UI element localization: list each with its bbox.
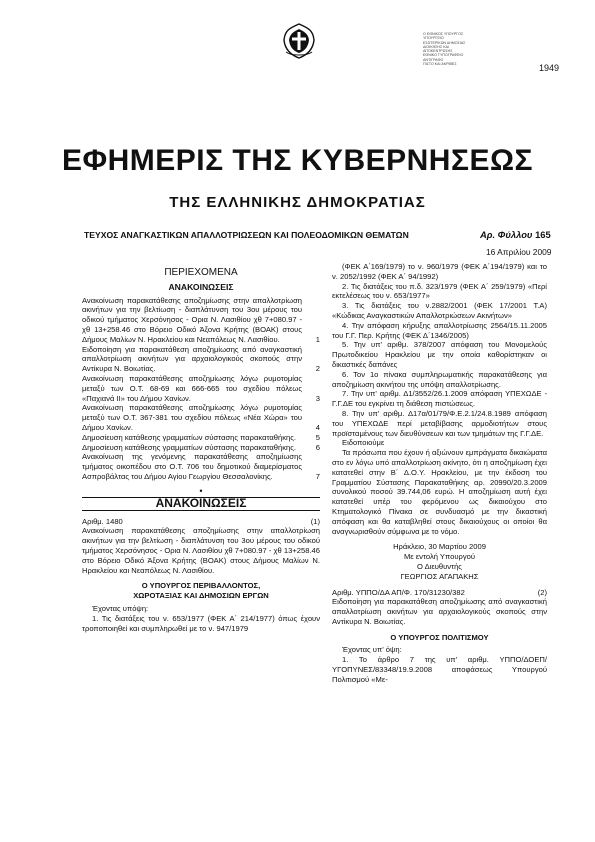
considering-label: Έχοντας υπ' όψη:: [342, 645, 402, 655]
announcement-number: Αριθμ. 1480: [82, 516, 123, 526]
stamp-line: ΕΣΩΤΕΡΙΚΩΝ ΔΗΜΟΣΙΑΣ: [423, 40, 466, 45]
announcements-heading: ΑΝΑΚΟΙΝΩΣΕΙΣ: [82, 497, 320, 511]
toc-item-text: Ειδοποίηση για παρακατάθεση αποζημίωσης από αναγκαστική απαλλοτρίωση ακινήτων για αρχαιολογικούς σκοπούς στην Αντίκυρα Ν. Βοιωτίας.: [82, 344, 302, 374]
issue-label: Αρ. Φύλλου: [480, 229, 533, 240]
body-paragraph: Τα πρόσωπα που έχουν ή αξιώνουν εμπράγματα δικαιώματα στο εν λόγω υπό απαλλοτρίωση ακίνητο, ότι η αποζημίωση έχει κατατεθεί στην Β΄ Δ.Ο.Υ. Ηρακλείου, με την έκδοση του Γραμματίου Σύστασης Παρακαταθήκης αρ. 20990/20.3.2009 συνολικού ποσού 39.744,06 ευρώ. Η αποζημίωση αυτή έχει κατατεθεί υπέρ του φερόμενου ως δικαιούχου στο Κτηματολογικό Πίνακα σε συνδυασμό με την δικαστική απόφαση και θα καταβληθεί στους δικαιούχους οι οποίοι θα αναγνωρισθούν σύμφωνα με το νόμο.: [332, 448, 547, 536]
toc-item-text: Ανακοίνωση παρακατάθεσης αποζημίωσης λόγω ρυμοτομίας μεταξύ των Ο.Τ. 367-381 του σχεδίου πόλεως «Νέα Χώρα» του Δήμου Χανίων.: [82, 403, 302, 432]
gazette-title: ΕΦΗΜΕΡΙΣ ΤΗΣ ΚΥΒΕΡΝΗΣΕΩΣ: [61, 144, 534, 177]
announcement-number-row: [332, 588, 547, 598]
issue-date: 16 Απριλίου 2009: [486, 247, 552, 257]
announcement-title: Ειδοποίηση για παρακατάθεση αποζημίωσης από αναγκαστική απαλλοτρίωση ακινήτων για αρχαιολογικούς σκοπούς στην Αντίκυρα Ν. Βοιωτίας.: [332, 597, 547, 626]
toc-subheading: ΑΝΑΚΟΙΝΩΣΕΙΣ: [168, 281, 234, 292]
body-paragraph: (ΦΕΚ Α΄169/1979) το ν. 960/1979 (ΦΕΚ Α΄194/1979) και το ν. 2052/1992 (ΦΕΚ Α΄ 94/1992): [332, 262, 547, 281]
stamp-line: ΔΙΟΙΚΗΣΗΣ ΚΑΙ: [423, 44, 450, 49]
signature-place-date: Ηράκλειο, 30 Μαρτίου 2009: [393, 542, 486, 552]
right-column: [332, 262, 547, 685]
toc-item[interactable]: [82, 374, 320, 403]
announcement-number-row: [82, 517, 320, 527]
toc-item-page: 2: [315, 364, 320, 374]
stamp-line: ΕΘΝΙΚΟ ΤΥΠΟΓΡΑΦΕΙΟ: [423, 53, 464, 58]
body-paragraph: 1. Το άρθρο 7 της υπ' αριθμ. ΥΠΠΟ/ΔΟΕΠ/ΥΓΟΠΥΝΕΣ/83348/19.9.2008 αποφάσεως Υπουργού Πολιτισμού «Με-: [332, 655, 547, 684]
signature-title: Ο Διευθυντής: [417, 561, 462, 571]
announcement-ref: (1): [310, 516, 320, 526]
toc-item-page: 1: [315, 334, 320, 344]
toc-item-text: Δημοσίευση κατάθεσης γραμματίων σύστασης παρακαταθήκης.: [82, 432, 296, 442]
issue-value: 165: [535, 229, 551, 240]
toc-item-page: 7: [315, 471, 320, 481]
announcement-title: Ανακοίνωση παρακατάθεσης αποζημίωσης στην απαλλοτρίωση ακινήτων για την βελτίωση - διαπλάτυνση του 3ου μέρους του οδικού τμήματος Χερσόνησος - Ορια Ν. Λασιθίου χθ 7+080.97 - χθ 13+258.46 στο Βόρειο Οδικό Άξονα Κρήτης (ΒΟΑΚ) στους Δήμους Μαλίων Ν. Ηρακλείου και Νεαπόλεως Ν. Λασιθίου.: [82, 526, 320, 575]
authority-line: Ο ΥΠΟΥΡΓΟΣ ΠΕΡΙΒΑΛΛΟΝΤΟΣ,: [141, 581, 261, 591]
body-paragraph: 7. Την υπ' αριθμ. Δ1/3552/26.1.2009 απόφαση ΥΠΕΧΩΔΕ - Γ.Γ.ΔΕ του εγκρίνει τη διάθεση πιστώσεως.: [332, 389, 547, 409]
body-paragraph: 2. Τις διατάξεις του π.δ. 323/1979 (ΦΕΚ Α΄ 259/1979) «Περί εκτελέσεως του ν. 653/1977»: [332, 281, 547, 301]
left-column: [82, 262, 320, 633]
body-paragraph: 3. Τις διατάξεις του ν.2882/2001 (ΦΕΚ 17/2001 Τ.Α) «Κώδικας Αναγκαστικών Απαλλοτριώσεων Ακινήτων»: [332, 301, 547, 320]
issue-number: [480, 229, 551, 240]
signature-name: ΓΕΩΡΓΙΟΣ ΑΓΑΠΑΚΗΣ: [400, 571, 479, 581]
toc-item[interactable]: [82, 403, 320, 432]
coat-of-arms-emblem: [281, 22, 317, 60]
toc-item-text: Ανακοίνωση της γενόμενης παρακατάθεσης αποζημίωσης τμήματος οικοπέδου στο Ο.Τ. 706 του δημοτικού διαμερίσματος Ασπροβάλτας του Δήμου Αγίου Γεωργίου Θεσσαλονίκης.: [82, 452, 302, 481]
announcement-number: Αριθμ. ΥΠΠΟ/ΔΑ ΑΠ/Φ. 170/31230/382: [332, 587, 465, 597]
toc-heading: ΠΕΡΙΕΧΟΜΕΝΑ: [164, 267, 238, 278]
announcement-ref: (2): [537, 587, 547, 597]
toc-item-page: 6: [315, 442, 320, 452]
authority-line: ΧΩΡΟΤΑΞΙΑΣ ΚΑΙ ΔΗΜΟΣΙΩΝ ΕΡΓΩΝ: [133, 591, 269, 601]
toc-item[interactable]: [82, 345, 320, 374]
section-separator-dot: •: [199, 485, 203, 496]
toc-item-text: Δημοσίευση κατάθεσης γραμματίων σύστασης παρακαταθήκης.: [82, 442, 296, 452]
body-paragraph: 4. Την απόφαση κήρυξης απαλλοτρίωσης 2564/15.11.2005 του Γ.Γ. Περ. Κρήτης (ΦΕΚ Δ΄1346/2005): [332, 320, 547, 340]
stamp-line: ΑΠΟΚΕΝΤΡΩΣΗΣ: [423, 49, 453, 54]
gazette-subtitle: ΤΗΣ ΕΛΛΗΝΙΚΗΣ ΔΗΜΟΚΡΑΤΙΑΣ: [169, 194, 426, 211]
toc-item-text: Ανακοίνωση παρακατάθεσης αποζημίωσης στην απαλλοτρίωση ακινήτων για την βελτίωση - διαπλάτυνση του 3ου μέρους του οδικού τμήματος Χερσόνησος - Ορια Ν. Λασιθίου χθ 7+080.97 - χθ 13+258.46 στο Βόρειο Οδικό Άξονα Κρήτης (ΒΟΑΚ) στους Δήμους Μαλίων Ν. Ηρακλείου και Νεαπόλεως Ν. Λασιθίου.: [82, 295, 302, 344]
stamp-line: ΥΠΟΥΡΓΕΙΟ: [423, 36, 444, 41]
authority-line: Ο ΥΠΟΥΡΓΟΣ ΠΟΛΙΤΙΣΜΟΥ: [390, 632, 489, 642]
toc-item-text: Ανακοίνωση παρακατάθεσης αποζημίωσης λόγω ρυμοτομίας μεταξύ των Ο.Τ. 68-69 και 666-665 του σχεδίου πόλεως «Παχιανά ΙΙ» του Δήμου Χανίων.: [82, 373, 302, 403]
series-title: ΤΕΥΧΟΣ ΑΝΑΓΚΑΣΤΙΚΩΝ ΑΠΑΛΛΟΤΡΙΩΣΕΩΝ ΚΑΙ ΠΟΛΕΟΔΟΜΙΚΩΝ ΘΕΜΑΤΩΝ: [84, 230, 409, 240]
toc-item[interactable]: [82, 443, 320, 453]
toc-item[interactable]: [82, 433, 320, 443]
stamp-line: ΑΝΤΙΓΡΑΦΟ: [423, 57, 444, 62]
stamp-line: ΠΙΣΤΟ ΚΑΙ ΑΚΡΙΒΕΣ: [423, 62, 457, 67]
decision-label: Ειδοποιούμε: [342, 438, 385, 448]
toc-item[interactable]: [82, 452, 320, 481]
certification-stamp: [423, 32, 483, 66]
page-number: 1949: [539, 63, 560, 73]
stamp-line: Ο ΕΘΝΙΚΟΣ ΥΠΟΥΡΓΟΣ: [423, 32, 464, 36]
toc-item[interactable]: [82, 296, 320, 345]
signature-order: Με εντολή Υπουργού: [403, 552, 476, 562]
considering-label: Έχοντας υπόψη:: [92, 603, 149, 613]
body-paragraph: 8. Την υπ' αριθμ. Δ17α/01/79/Φ.Ε.2.1/24.8.1989 απόφαση του ΥΠΕΧΩΔΕ περί μεταβίβασης αρμοδιοτήτων στους προϊσταμένους των διευθύνσεων και των τμημάτων της Γ.Γ.ΔΕ.: [332, 408, 547, 438]
body-paragraph: 5. Την υπ' αριθμ. 378/2007 απόφαση του Μονομελούς Πρωτοδικείου Ηρακλείου με την οποία καθορίστηκαν οι δικαστικές δαπάνες: [332, 340, 547, 369]
body-paragraph: 1. Τις διατάξεις του ν. 653/1977 (ΦΕΚ Α΄ 214/1977) όπως έχουν τροποποιηθεί και συμπληρωθεί με το ν. 947/1979: [82, 613, 320, 633]
toc-item-page: 4: [315, 422, 320, 432]
toc-item-page: 5: [315, 432, 320, 442]
body-paragraph: 6. Τον 1ο πίνακα συμπληρωματικής παρακατάθεσης για αποζημίωση ακινήτου της υπόψη απαλλοτρίωσης.: [332, 369, 547, 389]
toc-item-page: 3: [315, 393, 320, 403]
